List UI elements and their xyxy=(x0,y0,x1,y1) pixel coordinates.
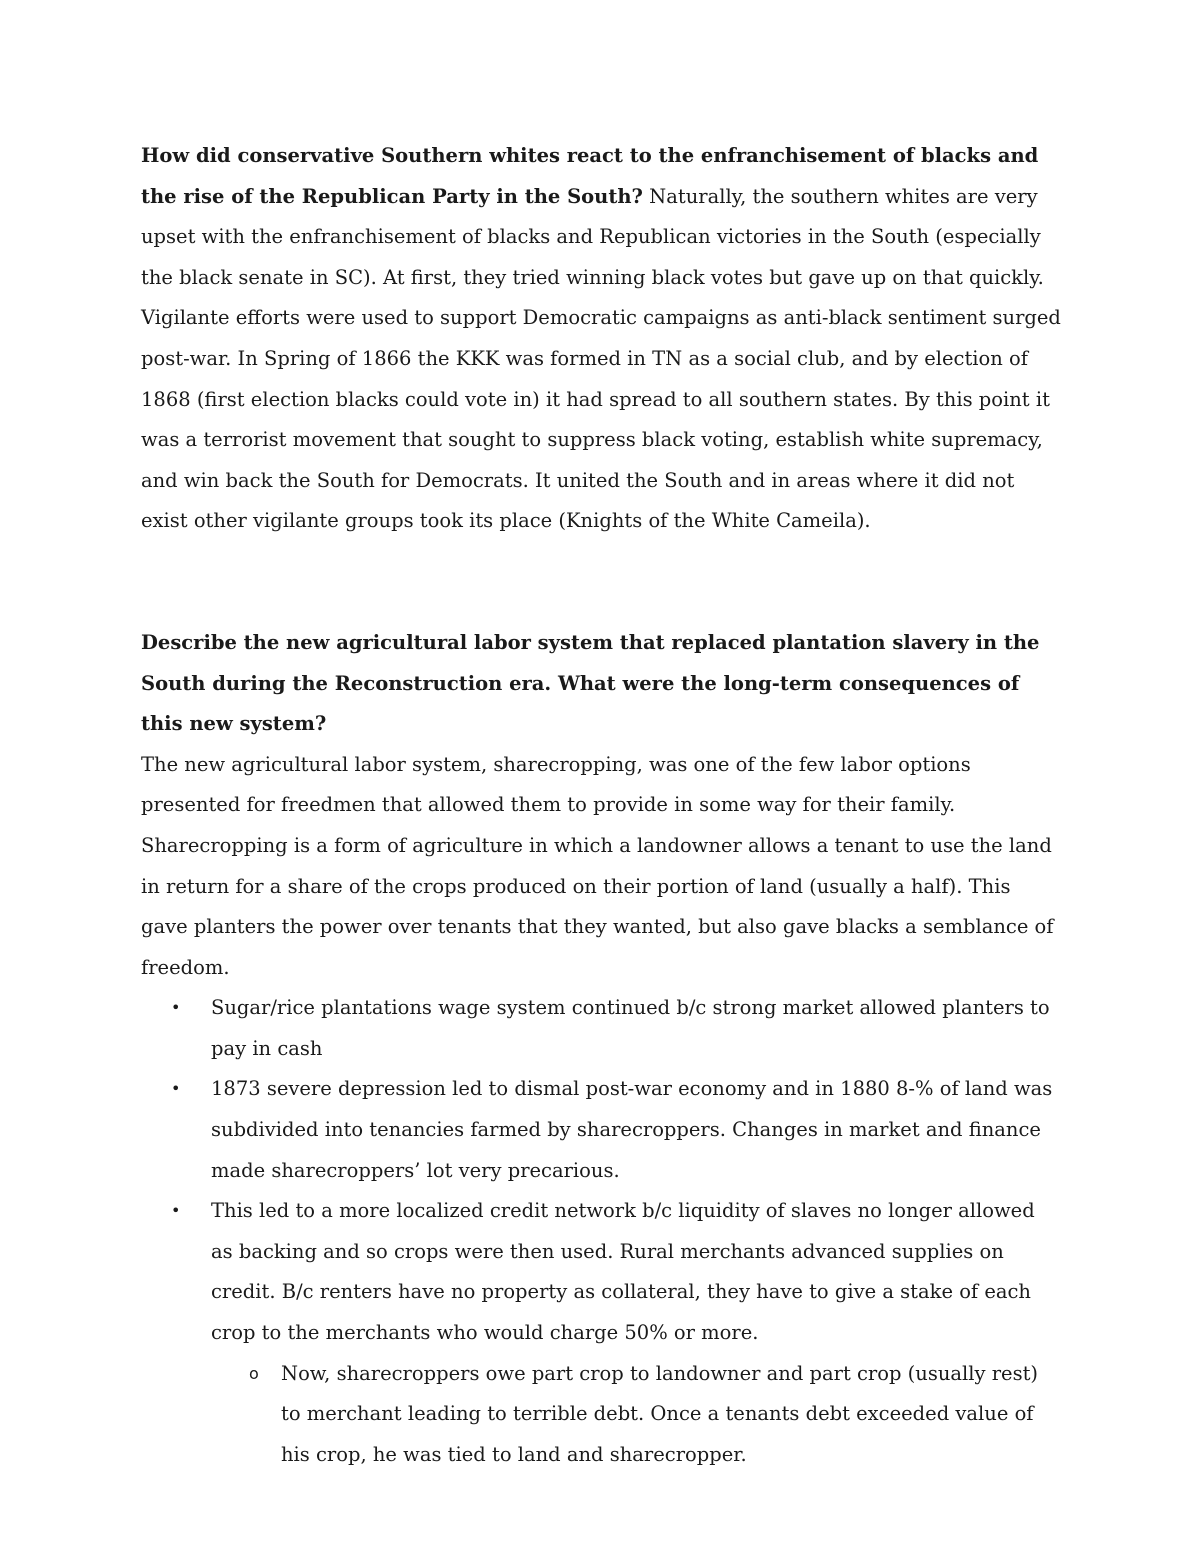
sub-list-item xyxy=(211,1354,1061,1476)
list-item-text: Sugar/rice plantations wage system continued b/c strong market allowed planters to pay in cash xyxy=(211,996,1050,1060)
bullet-list xyxy=(141,988,1061,1475)
document-body xyxy=(141,136,1061,1475)
section-1-paragraph xyxy=(141,136,1061,542)
bullet-marker: • xyxy=(171,1079,181,1099)
list-item-text: 1873 severe depression led to dismal post-war economy and in 1880 8-% of land was subdivided into tenancies farmed by sharecroppers. Changes in market and finance made sharecroppers’ lot very precarious. xyxy=(211,1077,1053,1182)
sub-list-item-text: Now, sharecroppers owe part crop to landowner and part crop (usually rest) to merchant leading to terrible debt. Once a tenants debt exceeded value of his crop, he was tied to land and sharecropper. xyxy=(281,1361,1039,1466)
sub-bullet-list xyxy=(211,1354,1061,1476)
sub-bullet-marker: o xyxy=(249,1363,259,1383)
list-item xyxy=(141,988,1061,1069)
list-item xyxy=(141,1191,1061,1475)
section-1-answer: Naturally, the southern whites are very upset with the enfranchisement of blacks and Republican victories in the South (especially the black senate in SC). At first, they tried winning black votes but gave up on that quickly. Vigilante efforts were used to support Democratic campaigns as anti-black sentiment surged post-war. In Spring of 1866 the KKK was formed in TN as a social club, and by election of 1868 (first election blacks could vote in) it had spread to all southern states. By this point it was a terrorist movement that sought to suppress black voting, establish white supremacy, and win back the South for Democrats. It united the South and in areas where it did not exist other vigilante groups took its place (Knights of the White Cameila). xyxy=(141,184,1061,533)
bullet-marker: • xyxy=(171,1201,181,1221)
section-1-question: How did conservative Southern whites react to the enfranchisement of blacks and the rise of the Republican Party in the South? xyxy=(141,144,1039,208)
list-item xyxy=(141,1069,1061,1191)
section-2 xyxy=(141,623,1061,1475)
bullet-marker: • xyxy=(171,998,181,1018)
list-item-text: This led to a more localized credit network b/c liquidity of slaves no longer allowed as backing and so crops were then used. Rural merchants advanced supplies on credit. B/c renters have no property as collateral, they have to give a stake of each crop to the merchants who would charge 50% or more. xyxy=(211,1199,1035,1345)
section-2-answer: The new agricultural labor system, sharecropping, was one of the few labor options presented for freedmen that allowed them to provide in some way for their family. Sharecropping is a form of agriculture in which a landowner allows a tenant to use the land in return for a share of the crops produced on their portion of land (usually a half). This gave planters the power over tenants that they wanted, but also gave blacks a semblance of freedom. xyxy=(141,752,1054,979)
section-2-question: Describe the new agricultural labor system that replaced plantation slavery in the South during the Reconstruction era. What were the long-term consequences of this new system? xyxy=(141,630,1040,736)
